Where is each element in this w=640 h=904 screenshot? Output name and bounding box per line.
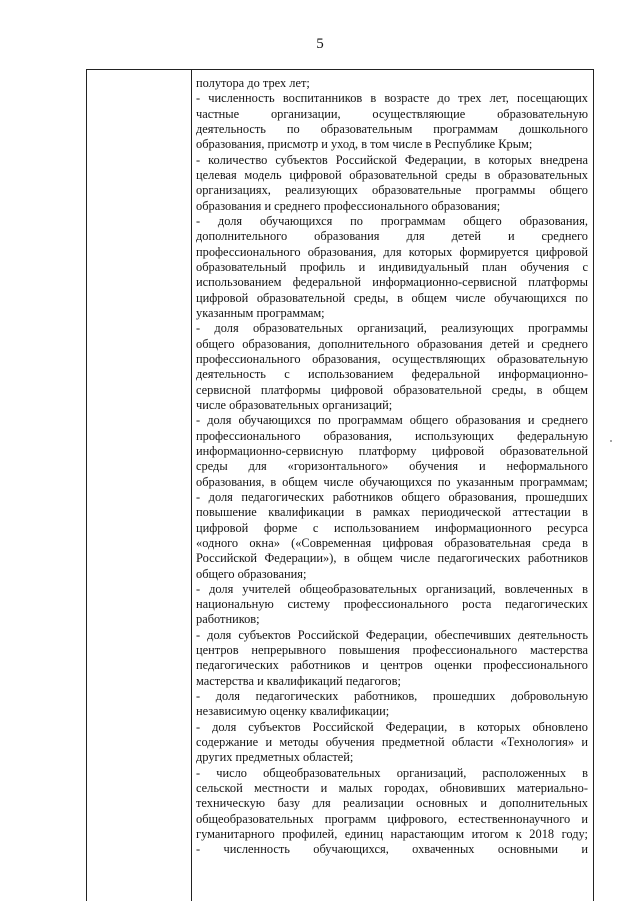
text-line: - численность воспитанников в возрасте до трех лет, посещающих (196, 91, 588, 106)
text-line: других предметных областей; (196, 750, 354, 765)
text-line: целевая модель цифровой образовательной среды в образовательных (196, 167, 588, 182)
text-line: повышение квалификации в рамках периодической аттестации в (196, 505, 588, 520)
text-line: национальную систему профессионального роста педагогических (196, 597, 588, 612)
text-line: - число общеобразовательных организаций, расположенных в (196, 765, 588, 780)
text-line: цифровой образовательной среды, в общем числе обучающихся по (196, 290, 588, 305)
text-line: центров непрерывного повышения профессионального мастерства (196, 643, 588, 658)
text-line: работников; (196, 612, 260, 627)
text-line: содержание и методы обучения предметной области «Технология» и (196, 735, 588, 750)
text-line: - доля педагогических работников, прошедших добровольную (196, 689, 588, 704)
text-line: указанным программам; (196, 305, 325, 320)
text-line: - доля педагогических работников общего образования, прошедших (196, 489, 588, 504)
text-line: общеобразовательных программ цифрового, естественнонаучного и (196, 811, 588, 826)
text-line: деятельность по образовательным программам дошкольного (196, 121, 588, 136)
text-line: мастерства и квалификаций педагогов; (196, 673, 401, 688)
text-line: деятельность с использованием федеральной информационно- (196, 367, 588, 382)
text-line: дополнительного образования для детей и среднего (196, 229, 588, 244)
content-table (86, 69, 594, 901)
text-line: гуманитарного профилей, единиц нарастающим итогом к 2018 году; (196, 827, 588, 842)
text-line: частные организации, осуществляющие образовательную (196, 106, 588, 121)
text-line: - доля субъектов Российской Федерации, обеспечивших деятельность (196, 627, 588, 642)
text-line: - доля обучающихся по программам общего образования, (196, 213, 588, 228)
text-line: числе образовательных организаций; (196, 397, 393, 412)
text-line: полутора до трех лет; (196, 76, 310, 90)
text-line: общего образования, дополнительного образования детей и среднего (196, 336, 588, 351)
text-line: профессионального образования, для которых формируется цифровой (196, 244, 588, 259)
text-line: педагогических работников и центров оценки профессионального (196, 658, 588, 673)
indicators-cell (196, 76, 588, 858)
text-line: - количество субъектов Российской Федерации, в которых внедрена (196, 152, 588, 167)
text-line: «одного окна» («Современная цифровая образовательная среда в (196, 535, 588, 550)
text-line: сервисной платформы цифровой образовательной среды, в общем (196, 382, 588, 397)
text-line: профессионального образования, осуществляющих образовательную (196, 351, 588, 366)
text-line: среды для «горизонтального» обучения и неформального (196, 459, 588, 474)
text-line: независимую оценку квалификации; (196, 704, 390, 719)
page-number: 5 (316, 36, 324, 52)
text-line: образовательный профиль и индивидуальный план обучения с (196, 259, 588, 274)
text-line: техническую базу для реализации основных и дополнительных (196, 796, 588, 811)
text-line: информационно-сервисную платформу цифровой образовательной (196, 443, 588, 458)
text-line: - численность обучающихся, охваченных основными и (196, 842, 588, 857)
scan-speck (610, 440, 612, 442)
text-line: - доля образовательных организаций, реализующих программы (196, 321, 588, 336)
text-line: общего образования; (196, 566, 307, 581)
text-line: профессионального образования, использующих федеральную (196, 428, 588, 443)
text-line: - доля субъектов Российской Федерации, в которых обновлено (196, 719, 588, 734)
text-line: образования и среднего профессионального образования; (196, 198, 501, 213)
text-line: - доля обучающихся по программам общего образования и среднего (196, 413, 588, 428)
text-line: образования, в общем числе обучающихся по указанным программам; (196, 474, 588, 489)
text-line: сельской местности и малых городах, обновивших материально- (196, 781, 588, 796)
text-line: - доля учителей общеобразовательных организаций, вовлеченных в (196, 581, 588, 596)
text-line: использованием федеральной информационно-сервисной платформы (196, 275, 588, 290)
column-divider (191, 70, 192, 901)
text-line: Российской Федерации»), в общем числе педагогических работников (196, 551, 588, 566)
text-line: организациях, реализующих образовательные программы общего (196, 183, 588, 198)
text-line: образования, присмотр и уход, в том числе в Республике Крым; (196, 137, 533, 152)
text-line: цифровой форме с использованием информационного ресурса (196, 520, 588, 535)
